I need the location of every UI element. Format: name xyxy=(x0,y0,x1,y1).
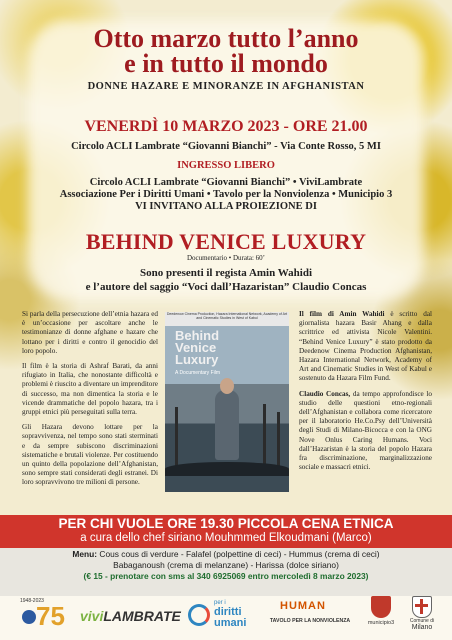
mooring-pole xyxy=(175,407,178,467)
menu-line-1 xyxy=(0,548,452,560)
event-venue: Circolo ACLI Lambrate “Giovanni Bianchi” - Via Conte Rosso, 5 MI xyxy=(71,141,381,152)
vivilambrate-logo xyxy=(80,608,181,624)
right-paragraph-2-text: da tempo approfondisce lo studio delle questioni etno-regionali dell’Afghanistan e collabora come ricercatore per il laboratorio He.Co.Psy dell’Università degli Studi di Milano-Bicocca e con la ONG Nove Onlus Caring Humans. Voci dall’Hazaristan è la storia del popolo Hazara fra discriminazione, marginalizzazione sociale e massacri etnici. xyxy=(299,389,433,472)
diritti-top: per i xyxy=(214,600,226,606)
diritti-bot: umani xyxy=(214,617,247,629)
municipio-shield-icon xyxy=(371,596,391,618)
poster-figure-head xyxy=(220,378,234,394)
entry-free: INGRESSO LIBERO xyxy=(177,160,275,171)
right-paragraph-2 xyxy=(299,390,432,473)
tavolo-nonviolenza-logo xyxy=(268,600,352,634)
organizers-line-2: Associazione Per i Diritti Umani • Tavolo per la Nonviolenza • Municipio 3 xyxy=(59,189,393,200)
menu-items-2: Babaganoush (crema di melanzane) - Harissa (dolce siriano) xyxy=(113,560,339,570)
guests-line-1: Sono presenti il regista Amin Wahidi xyxy=(139,267,313,279)
cross-horizontal xyxy=(415,604,428,607)
dinner-headline: PER CHI VUOLE ORE 19.30 PICCOLA CENA ETNICA xyxy=(58,516,394,531)
nonviolenza-text: TAVOLO PER LA NONVIOLENZA xyxy=(269,618,351,624)
poster-figure xyxy=(215,390,239,460)
poster-subtitle: A Documentary Film xyxy=(175,370,221,376)
film-meta: Documentario • Durata: 60’ xyxy=(186,254,266,262)
film-title: BEHIND VENICE LUXURY xyxy=(85,229,367,254)
left-paragraph-1: Si parla della persecuzione dell’etnia hazara ed è un’occasione per ascoltare anche le testimonianze di donne afghane e hazare che lottano per i diritti e contro il genocidio del loro popolo. xyxy=(22,310,158,355)
event-date-time: VENERDÌ 10 MARZO 2023 - ORE 21.00 xyxy=(84,118,368,135)
poster-title-line-3: Luxury xyxy=(175,352,219,367)
lambrate-text: LAMBRATE xyxy=(103,608,181,624)
author-name: Claudio Concas, xyxy=(299,389,351,398)
menu-price: (€ 15 - prenotare con sms al 340 6925069 entro mercoledì 8 marzo 2023) xyxy=(83,571,369,581)
gondola xyxy=(165,462,289,476)
municipio-text: municipio3 xyxy=(367,620,395,626)
director-name: Il film di Amin Wahidi xyxy=(299,310,385,318)
acli-75-logo xyxy=(20,598,68,636)
mooring-pole xyxy=(277,412,280,467)
left-paragraph-2: Il film è la storia di Ashraf Barati, da anni rifugiato in Italia, che nonostante difficoltà e problemi è riuscito a diventare un imprenditore di successo, ma non dimentica la storia e le vicende drammatiche del popolo hazara, tra i gruppi etnici più perseguitati sulla terra. xyxy=(22,362,158,417)
headline-line-2: e in tutto il mondo xyxy=(124,49,328,78)
right-paragraph-1 xyxy=(299,310,432,384)
vivi-text: vivi xyxy=(80,608,104,624)
mooring-pole xyxy=(263,404,266,466)
organizers xyxy=(0,177,452,213)
poster-credits: Deedenow Cinema Production, Hazara International Network, Academy of Art and Cinematic Studies in West of Kabul xyxy=(165,312,289,326)
acli-years: 1948-2023 xyxy=(20,598,44,604)
acli-emblem-icon xyxy=(22,610,36,624)
comune-text: Milano xyxy=(411,624,433,631)
poster-title-line-1: Behind xyxy=(175,328,220,343)
right-paragraph-1-text: è scritto dal giornalista hazara Basir Ahang e dalla scrittrice ed attivista Nicole Valentini. “Behind Venice Luxury” è stato prodotto da Deedenow Cinema Production Afghanistan, Hazara International Network, Academy of Art and Cinematic Studies in West of Kabul e sostenuto da Hazara Film Fund. xyxy=(299,310,433,383)
menu-box xyxy=(0,548,452,596)
dinner-chef: a cura dello chef siriano Mouhmmed Elkoudmani (Marco) xyxy=(80,532,372,544)
municipio-3-logo xyxy=(366,596,396,638)
guests-line-2: e l’autore del saggio “Voci dall’Hazaristan” Claudio Concas xyxy=(85,281,367,293)
logo-bar xyxy=(0,596,452,640)
menu-label: Menu: xyxy=(72,549,98,559)
subtitle: DONNE HAZARE E MINORANZE IN AFGHANISTAN xyxy=(87,81,365,92)
comune-milano-logo xyxy=(402,596,442,638)
poster-title xyxy=(175,330,219,366)
headline xyxy=(0,26,452,76)
guests xyxy=(0,266,452,294)
film-poster xyxy=(165,312,289,492)
acli-75-number: 75 xyxy=(36,601,65,631)
comune-top-text: Comune di xyxy=(409,618,435,624)
organizers-line-1: Circolo ACLI Lambrate “Giovanni Bianchi” • ViviLambrate xyxy=(89,177,363,188)
menu-items-1: Cous cous di verdure - Falafel (polpettine di ceci) - Hummus (crema di ceci) xyxy=(99,549,380,559)
organizers-line-3: VI INVITANO ALLA PROIEZIONE DI xyxy=(135,201,317,212)
diritti-emblem-icon xyxy=(188,604,210,626)
diritti-umani-logo xyxy=(188,598,258,636)
headline-line-1: Otto marzo tutto l’anno xyxy=(93,24,359,53)
milano-shield-icon xyxy=(412,596,432,618)
poster-title-line-2: Venice xyxy=(175,340,217,355)
diritti-mid: diritti xyxy=(214,606,242,618)
left-paragraph-3: Gli Hazara devono lottare per la sopravvivenza, nel tempo sono stati sterminati e da sempre subiscono discriminazioni sistematiche e brutali violenze. Per costituendo un quinto della popolazione dell’Afghanistan, sono sempre stati considerati degli estranei. Di loro sopravvivono tre milioni di persone. xyxy=(22,423,158,487)
nonviolenza-mark: HUMAN xyxy=(280,600,326,612)
left-column xyxy=(22,310,158,494)
right-column xyxy=(299,310,432,478)
